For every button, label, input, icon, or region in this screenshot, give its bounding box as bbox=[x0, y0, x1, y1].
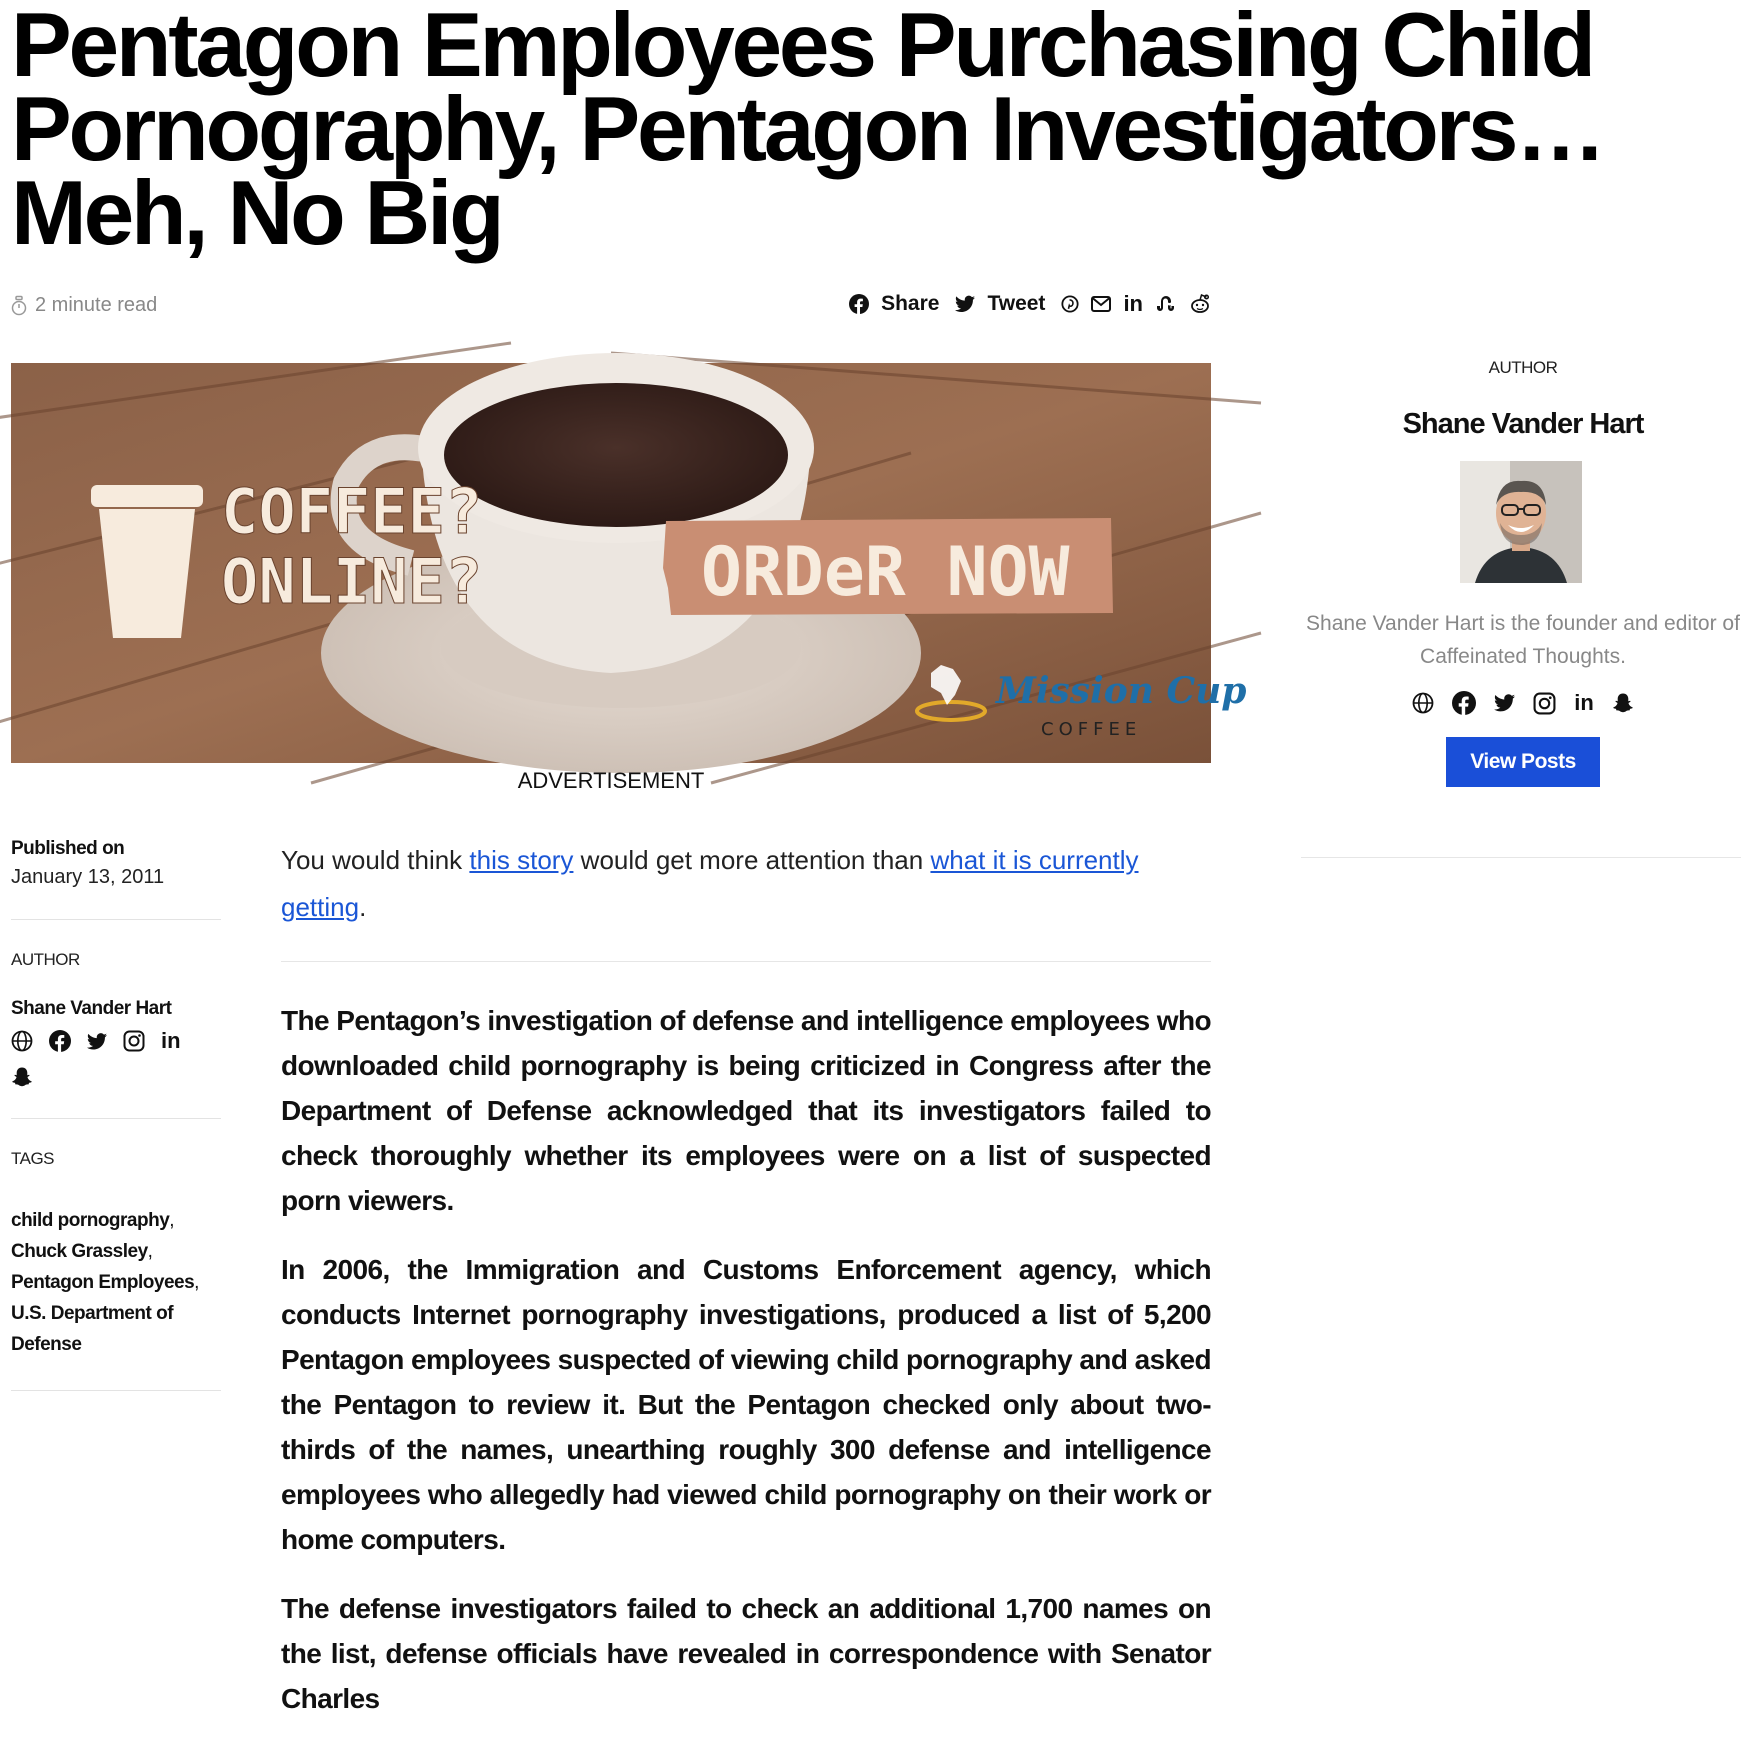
divider bbox=[11, 1118, 221, 1119]
linkedin-icon[interactable]: in bbox=[1574, 690, 1594, 715]
author-widget-name[interactable]: Shane Vander Hart bbox=[1402, 408, 1644, 440]
instagram-icon[interactable] bbox=[1533, 692, 1556, 715]
advertisement-caption: ADVERTISEMENT bbox=[517, 768, 705, 793]
email-icon[interactable] bbox=[1091, 296, 1111, 312]
article-paragraph: The Pentagon’s investigation of defense and intelligence employees who downloaded child pornography is being criticized in Congress after the Department of Defense acknowledged that its investigators failed to check thoroughly whether its employees were on a list of suspected porn viewers. bbox=[281, 1005, 1211, 1216]
author-widget bbox=[1301, 358, 1741, 787]
tag-separator: , bbox=[169, 1210, 175, 1231]
lead-text: . bbox=[359, 892, 367, 922]
article-body bbox=[281, 837, 1211, 1745]
article-paragraph: In 2006, the Immigration and Customs Enforcement agency, which conducts Internet pornography investigations, produced a list of 5,200 Pentagon employees suspected of viewing child pornography and asked the Pentagon to review it. But the Pentagon checked only about two-thirds of the names, unearthing roughly 300 defense and intelligence employees who allegedly had viewed child pornography on their work or home computers. bbox=[281, 1254, 1211, 1555]
twitter-icon[interactable] bbox=[955, 295, 975, 313]
share-twitter-label[interactable]: Tweet bbox=[987, 292, 1046, 315]
lead-text: would get more attention than bbox=[573, 845, 931, 875]
tag-separator: , bbox=[147, 1241, 153, 1262]
lead-text: You would think bbox=[281, 845, 470, 875]
avatar[interactable] bbox=[1460, 461, 1582, 583]
article-lead bbox=[281, 837, 1211, 931]
published-date: January 13, 2011 bbox=[11, 866, 165, 888]
author-label: AUTHOR bbox=[11, 950, 80, 969]
ad-cta-text: ORDeR NOW bbox=[701, 533, 1070, 612]
tag-link[interactable]: U.S. Department of Defense bbox=[11, 1303, 174, 1355]
globe-icon[interactable] bbox=[1412, 692, 1434, 714]
share-bar bbox=[849, 292, 1211, 316]
facebook-icon[interactable] bbox=[49, 1030, 71, 1052]
ad-brand-sub: COFFEE bbox=[1041, 719, 1142, 740]
article-paragraph: The defense investigators failed to check an additional 1,700 names on the list, defense officials have revealed in correspondence with Senator Charles bbox=[281, 1593, 1211, 1714]
share-facebook-label[interactable]: Share bbox=[881, 292, 940, 315]
story-link[interactable]: this story bbox=[469, 845, 574, 875]
article-divider bbox=[281, 961, 1211, 962]
divider bbox=[11, 919, 221, 920]
article-meta-sidebar bbox=[11, 838, 221, 1421]
tag-list bbox=[11, 1205, 221, 1360]
author-bio: Shane Vander Hart is the founder and editor of Caffeinated Thoughts. bbox=[1306, 612, 1740, 668]
tag-separator: , bbox=[194, 1272, 199, 1293]
pinterest-icon[interactable] bbox=[1061, 295, 1079, 313]
ad-artwork bbox=[11, 363, 1247, 763]
stumbleupon-icon[interactable] bbox=[1155, 296, 1177, 312]
ad-headline-line2: ONLINE? bbox=[221, 545, 483, 618]
author-widget-label: AUTHOR bbox=[1488, 358, 1558, 377]
tag-link[interactable]: Pentagon Employees bbox=[11, 1272, 195, 1293]
twitter-icon[interactable] bbox=[1494, 694, 1515, 712]
twitter-icon[interactable] bbox=[87, 1033, 107, 1050]
author-social-icons bbox=[11, 1030, 201, 1088]
ad-headline-line1: COFFEE? bbox=[221, 475, 483, 548]
facebook-icon[interactable] bbox=[849, 294, 869, 314]
tag-link[interactable]: child pornography bbox=[11, 1210, 170, 1231]
article-title: Pentagon Employees Purchasing Child Pornography, Pentagon Investigators… Meh, No Big bbox=[11, 0, 1604, 264]
tag-link[interactable]: Chuck Grassley bbox=[11, 1241, 148, 1262]
reddit-icon[interactable] bbox=[1189, 294, 1211, 314]
author-name-link[interactable]: Shane Vander Hart bbox=[11, 998, 172, 1019]
current-coverage-link[interactable]: what it is currently getting bbox=[281, 845, 1139, 922]
globe-icon[interactable] bbox=[11, 1030, 33, 1052]
snapchat-icon[interactable] bbox=[11, 1066, 33, 1088]
linkedin-icon[interactable]: in bbox=[1123, 291, 1143, 316]
author-widget-social-icons bbox=[1301, 691, 1741, 715]
snapchat-icon[interactable] bbox=[1612, 692, 1634, 714]
linkedin-icon[interactable]: in bbox=[161, 1028, 181, 1053]
instagram-icon[interactable] bbox=[123, 1030, 145, 1052]
author-widget-divider bbox=[1301, 857, 1741, 858]
published-label: Published on bbox=[11, 838, 125, 859]
read-time bbox=[11, 294, 157, 317]
facebook-icon[interactable] bbox=[1452, 691, 1476, 715]
article-meta-row bbox=[11, 292, 1211, 324]
view-posts-button[interactable]: View Posts bbox=[1446, 737, 1600, 787]
divider bbox=[11, 1390, 221, 1391]
ad-brand-name: Mission Cup bbox=[996, 670, 1247, 712]
read-time-text: 2 minute read bbox=[35, 294, 158, 316]
advertisement-banner[interactable] bbox=[11, 363, 1247, 763]
tags-label: TAGS bbox=[11, 1149, 55, 1168]
stopwatch-icon bbox=[11, 296, 27, 316]
